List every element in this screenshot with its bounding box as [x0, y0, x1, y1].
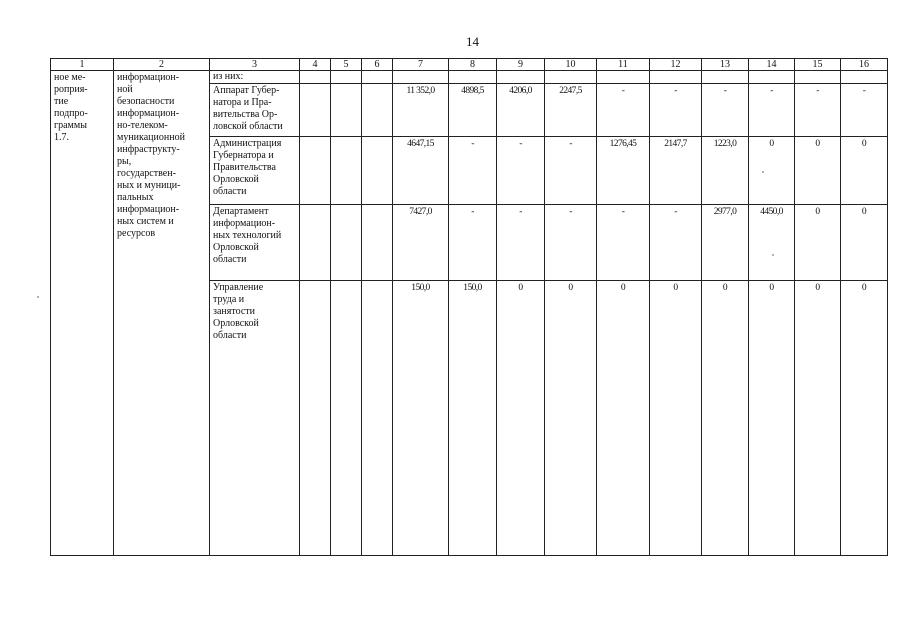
value-cell: 0	[497, 281, 545, 556]
subheader-label: из них:	[210, 71, 300, 84]
value-cell	[300, 84, 331, 137]
cell-line: Администрация	[213, 138, 282, 149]
empty-cell	[300, 71, 331, 84]
value-cell	[331, 84, 362, 137]
empty-cell	[331, 71, 362, 84]
value-cell: 0	[650, 281, 702, 556]
cell-line: ных технологий	[213, 230, 282, 241]
cell-line: вительства Ор-	[213, 109, 278, 120]
value-cell: 4898,5	[449, 84, 497, 137]
scan-speck	[37, 296, 39, 298]
value-cell	[331, 137, 362, 205]
cell-line: ной	[117, 84, 133, 95]
value-cell: -	[597, 84, 650, 137]
cell-line: муникационной	[117, 132, 185, 143]
value-cell	[300, 205, 331, 281]
cell-line: Орловской	[213, 174, 259, 185]
value-cell: -	[650, 84, 702, 137]
value-cell: 150,0	[393, 281, 449, 556]
empty-cell	[749, 71, 795, 84]
cell-line: ры,	[117, 156, 132, 167]
value-cell	[362, 84, 393, 137]
cell-line: Управление	[213, 282, 264, 293]
cell-line: ных и муници-	[117, 180, 181, 191]
cell-line: натора и Пра-	[213, 97, 272, 108]
organization-cell	[210, 137, 300, 205]
value-cell: -	[749, 84, 795, 137]
value-cell: -	[545, 137, 597, 205]
cell-line: информацион-	[117, 204, 180, 215]
column-number-row	[51, 59, 888, 71]
value-cell: 7427,0	[393, 205, 449, 281]
value-cell: -	[545, 205, 597, 281]
column-number: 9	[497, 59, 545, 71]
measure-cell	[51, 71, 114, 556]
value-cell: 4450,0	[749, 205, 795, 281]
column-number: 2	[114, 59, 210, 71]
empty-cell	[795, 71, 841, 84]
value-cell	[300, 281, 331, 556]
empty-cell	[650, 71, 702, 84]
empty-cell	[393, 71, 449, 84]
empty-cell	[841, 71, 888, 84]
value-cell: 0	[795, 137, 841, 205]
value-cell	[331, 281, 362, 556]
value-cell: -	[795, 84, 841, 137]
scan-speck	[762, 171, 764, 173]
column-number: 14	[749, 59, 795, 71]
value-cell: 11 352,0	[393, 84, 449, 137]
value-cell: 0	[597, 281, 650, 556]
value-cell	[331, 205, 362, 281]
value-cell: -	[702, 84, 749, 137]
organization-cell	[210, 281, 300, 556]
value-cell: 0	[841, 205, 888, 281]
cell-line: Правительства	[213, 162, 276, 173]
cell-line: труда и	[213, 294, 245, 305]
scan-speck	[772, 254, 774, 256]
value-cell: 0	[795, 205, 841, 281]
column-number: 12	[650, 59, 702, 71]
empty-cell	[597, 71, 650, 84]
value-cell: 4647,15	[393, 137, 449, 205]
value-cell: 0	[795, 281, 841, 556]
value-cell: -	[449, 205, 497, 281]
cell-line: тие	[54, 96, 69, 107]
cell-line: ных систем и	[117, 216, 174, 227]
cell-line: области	[213, 186, 247, 197]
cell-line: ресурсов	[117, 228, 156, 239]
value-cell: 150,0	[449, 281, 497, 556]
column-number: 1	[51, 59, 114, 71]
value-cell: -	[841, 84, 888, 137]
value-cell	[362, 205, 393, 281]
value-cell: 0	[545, 281, 597, 556]
value-cell: 1276,45	[597, 137, 650, 205]
value-cell: 2247,5	[545, 84, 597, 137]
value-cell: -	[497, 137, 545, 205]
column-number: 8	[449, 59, 497, 71]
cell-line: граммы	[54, 120, 87, 131]
cell-line: информацион-	[117, 108, 180, 119]
column-number: 6	[362, 59, 393, 71]
cell-line: Орловской	[213, 242, 259, 253]
value-cell	[362, 137, 393, 205]
cell-line: занятости	[213, 306, 255, 317]
value-cell: 2977,0	[702, 205, 749, 281]
column-number: 5	[331, 59, 362, 71]
value-cell: 2147,7	[650, 137, 702, 205]
column-number: 16	[841, 59, 888, 71]
page-number: 14	[466, 34, 479, 49]
cell-line: ловской области	[213, 121, 283, 132]
organization-cell	[210, 205, 300, 281]
value-cell: 4206,0	[497, 84, 545, 137]
cell-line: но-телеком-	[117, 120, 168, 131]
value-cell: -	[650, 205, 702, 281]
empty-cell	[362, 71, 393, 84]
column-number: 7	[393, 59, 449, 71]
budget-table	[50, 58, 888, 556]
empty-cell	[497, 71, 545, 84]
value-cell: 0	[841, 137, 888, 205]
column-number: 10	[545, 59, 597, 71]
value-cell: 0	[749, 137, 795, 205]
cell-line: области	[213, 254, 247, 265]
cell-line: Аппарат Губер-	[213, 85, 280, 96]
value-cell: 0	[749, 281, 795, 556]
cell-line: государствен-	[117, 168, 176, 179]
cell-line: Губернатора и	[213, 150, 274, 161]
cell-line: ное ме-	[54, 72, 86, 83]
subheader-row	[51, 71, 888, 84]
value-cell: 0	[702, 281, 749, 556]
cell-line: информацион-	[213, 218, 276, 229]
cell-line: инфраструкту-	[117, 144, 180, 155]
empty-cell	[702, 71, 749, 84]
cell-line: области	[213, 330, 247, 341]
measure-description-cell	[114, 71, 210, 556]
value-cell: 1223,0	[702, 137, 749, 205]
value-cell: -	[449, 137, 497, 205]
column-number: 15	[795, 59, 841, 71]
column-number: 3	[210, 59, 300, 71]
organization-cell	[210, 84, 300, 137]
cell-line: роприя-	[54, 84, 88, 95]
cell-line: Департамент	[213, 206, 269, 217]
value-cell	[300, 137, 331, 205]
column-number: 13	[702, 59, 749, 71]
value-cell: 0	[841, 281, 888, 556]
cell-line: информацион-	[117, 72, 180, 83]
cell-line: пальных	[117, 192, 154, 203]
cell-line: безопасности	[117, 96, 175, 107]
cell-line: Орловской	[213, 318, 259, 329]
column-number: 4	[300, 59, 331, 71]
cell-line: подпро-	[54, 108, 88, 119]
value-cell: -	[497, 205, 545, 281]
empty-cell	[449, 71, 497, 84]
value-cell: -	[597, 205, 650, 281]
empty-cell	[545, 71, 597, 84]
cell-line: 1.7.	[54, 132, 69, 143]
column-number: 11	[597, 59, 650, 71]
value-cell	[362, 281, 393, 556]
